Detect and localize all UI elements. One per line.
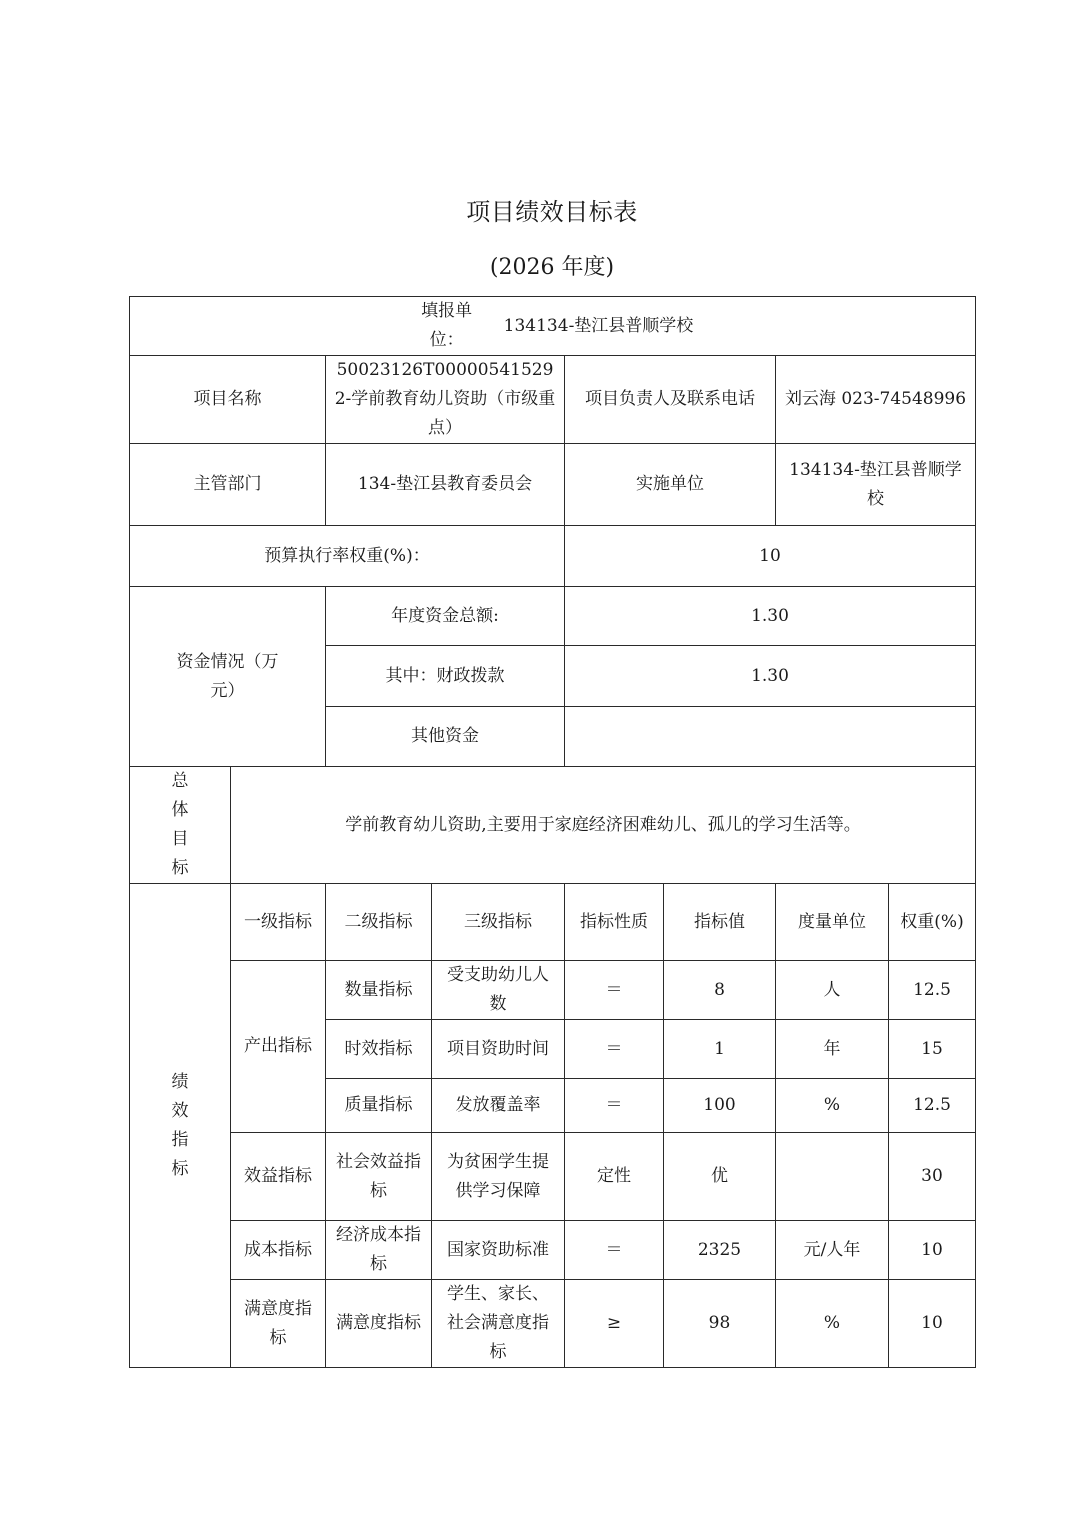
- nature-cell: 定性: [565, 1133, 664, 1221]
- supervisor-label: 主管部门: [130, 444, 326, 526]
- level3-cell: 为贫困学生提供学习保障: [432, 1133, 565, 1221]
- weight-cell: 30: [889, 1133, 976, 1221]
- value-cell: 100: [664, 1079, 776, 1133]
- supervisor-value: 134-垫江县教育委员会: [326, 444, 565, 526]
- budget-weight-label: 预算执行率权重(%)：: [130, 526, 565, 587]
- weight-cell: 12.5: [889, 1079, 976, 1133]
- indicators-section-label: 绩效指标: [171, 1071, 189, 1179]
- header-unit: 度量单位: [776, 884, 889, 961]
- project-name-value: 50023126T000005415292-学前教育幼儿资助（市级重点）: [326, 356, 565, 444]
- implementer-value: 134134-垫江县普顺学校: [776, 444, 976, 526]
- level2-cell: 数量指标: [326, 961, 432, 1020]
- header-level2: 二级指标: [326, 884, 432, 961]
- reporting-unit-label: 填报单位：: [421, 301, 473, 350]
- level2-cell: 满意度指标: [326, 1280, 432, 1368]
- level1-satisfaction: 满意度指标: [231, 1280, 326, 1368]
- level3-cell: 国家资助标准: [432, 1221, 565, 1280]
- indicators-section-cell: [130, 884, 231, 1368]
- nature-cell: ＝: [565, 961, 664, 1020]
- document-title: 项目绩效目标表: [466, 198, 638, 226]
- contact-label: 项目负责人及联系电话: [565, 356, 776, 444]
- fiscal-year: (2026 年度): [489, 255, 615, 280]
- value-cell: 8: [664, 961, 776, 1020]
- nature-cell: ≥: [565, 1280, 664, 1368]
- budget-weight-value: 10: [565, 526, 976, 587]
- table-row: [130, 961, 976, 1020]
- indicator-header-row: [130, 884, 976, 961]
- value-cell: 98: [664, 1280, 776, 1368]
- nature-cell: ＝: [565, 1020, 664, 1079]
- reporting-unit-row: [130, 297, 976, 356]
- reporting-unit-value: 134134-垫江县普顺学校: [503, 315, 694, 336]
- level3-cell: 发放覆盖率: [432, 1079, 565, 1133]
- weight-cell: 10: [889, 1221, 976, 1280]
- project-name-label: 项目名称: [130, 356, 326, 444]
- funds-fiscal-value: 1.30: [565, 646, 976, 707]
- unit-cell: %: [776, 1280, 889, 1368]
- level1-output: 产出指标: [231, 961, 326, 1133]
- project-name-row: [130, 356, 976, 444]
- overall-goal-label-cell: [130, 767, 231, 884]
- level2-cell: 质量指标: [326, 1079, 432, 1133]
- funds-other-label: 其他资金: [326, 707, 565, 767]
- department-row: [130, 444, 976, 526]
- unit-cell: 人: [776, 961, 889, 1020]
- table-row: [130, 1221, 976, 1280]
- level2-cell: 社会效益指标: [326, 1133, 432, 1221]
- table-row: [130, 1280, 976, 1368]
- funds-total-row: [130, 587, 976, 646]
- table-row: [130, 1133, 976, 1221]
- performance-goal-table: [129, 296, 976, 1368]
- weight-cell: 12.5: [889, 961, 976, 1020]
- unit-cell: [776, 1133, 889, 1221]
- budget-weight-row: [130, 526, 976, 587]
- funds-fiscal-label: 其中：财政拨款: [326, 646, 565, 707]
- header-value: 指标值: [664, 884, 776, 961]
- level1-benefit: 效益指标: [231, 1133, 326, 1221]
- weight-cell: 10: [889, 1280, 976, 1368]
- level3-cell: 学生、家长、社会满意度指标: [432, 1280, 565, 1368]
- implementer-label: 实施单位: [565, 444, 776, 526]
- unit-cell: 元/人年: [776, 1221, 889, 1280]
- overall-goal-row: [130, 767, 976, 884]
- header-level1: 一级指标: [231, 884, 326, 961]
- funds-total-value: 1.30: [565, 587, 976, 646]
- value-cell: 优: [664, 1133, 776, 1221]
- level3-cell: 项目资助时间: [432, 1020, 565, 1079]
- header-nature: 指标性质: [565, 884, 664, 961]
- funds-total-label: 年度资金总额:: [326, 587, 565, 646]
- nature-cell: ＝: [565, 1221, 664, 1280]
- level2-cell: 时效指标: [326, 1020, 432, 1079]
- level2-cell: 经济成本指标: [326, 1221, 432, 1280]
- header-weight: 权重(%): [889, 884, 976, 961]
- overall-goal-label: 总体目标: [171, 771, 189, 878]
- value-cell: 1: [664, 1020, 776, 1079]
- header-level3: 三级指标: [432, 884, 565, 961]
- unit-cell: %: [776, 1079, 889, 1133]
- unit-cell: 年: [776, 1020, 889, 1079]
- level1-cost: 成本指标: [231, 1221, 326, 1280]
- reporting-unit-cell: [130, 297, 976, 356]
- weight-cell: 15: [889, 1020, 976, 1079]
- value-cell: 2325: [664, 1221, 776, 1280]
- contact-value: 刘云海 023-74548996: [776, 356, 976, 444]
- funds-other-value: [565, 707, 976, 767]
- overall-goal-text: 学前教育幼儿资助,主要用于家庭经济困难幼儿、孤儿的学习生活等。: [231, 767, 976, 884]
- funds-label: 资金情况（万元）: [130, 587, 326, 767]
- nature-cell: ＝: [565, 1079, 664, 1133]
- level3-cell: 受支助幼儿人数: [432, 961, 565, 1020]
